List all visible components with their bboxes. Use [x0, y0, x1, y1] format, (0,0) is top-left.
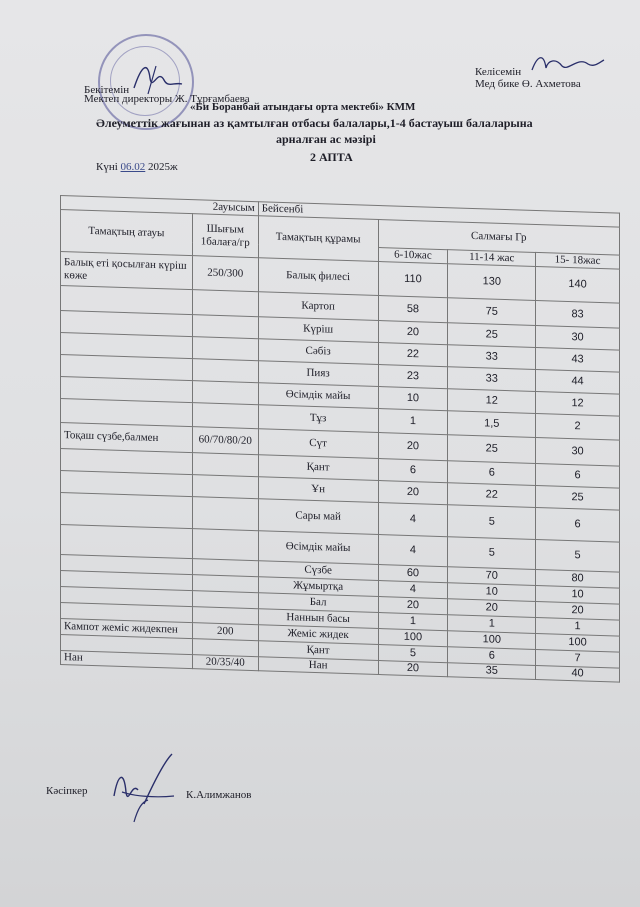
weight-11-14-cell: 25 [448, 323, 536, 348]
dish-name-cell: Нан [61, 651, 193, 669]
weight-6-10-cell: 1 [378, 408, 448, 434]
weight-6-10-cell: 20 [378, 480, 448, 504]
weight-11-14-cell: 10 [448, 583, 536, 602]
yield-cell [192, 337, 258, 361]
age-11-14: 11-14 жас [448, 250, 536, 267]
ingredient-cell: Картоп [258, 292, 378, 321]
weight-15-18-cell: 7 [536, 649, 620, 668]
age-15-18: 15- 18жас [536, 252, 620, 269]
ingredient-cell: Тұз [258, 405, 378, 433]
weight-11-14-cell: 20 [448, 599, 536, 618]
nurse-signature [528, 50, 606, 78]
weight-11-14-cell: 130 [448, 264, 536, 301]
weight-15-18-cell: 30 [536, 437, 620, 466]
weight-11-14-cell: 1 [448, 615, 536, 634]
weight-6-10-cell: 22 [378, 342, 448, 366]
weight-6-10-cell: 5 [378, 644, 448, 662]
weight-11-14-cell: 6 [448, 461, 536, 486]
school-name: «Би Боранбай атындағы орта мектебі» КММ [190, 101, 416, 113]
weight-6-10-cell: 60 [378, 564, 448, 582]
weight-6-10-cell: 4 [378, 580, 448, 598]
ingredient-cell: Наннын басы [258, 609, 378, 629]
ingredient-cell: Қант [258, 455, 378, 481]
ingredient-cell: Сүт [258, 429, 378, 459]
yield-cell [192, 315, 258, 339]
weight-15-18-cell: 40 [536, 665, 620, 682]
weight-11-14-cell: 75 [448, 298, 536, 326]
weight-15-18-cell: 44 [536, 369, 620, 394]
yield-cell: 200 [192, 623, 258, 641]
ingredient-cell: Күріш [258, 317, 378, 343]
col-weight: Салмағы Гр [378, 219, 620, 255]
weight-6-10-cell: 4 [378, 502, 448, 536]
ingredient-cell: Ұн [258, 477, 378, 503]
weight-6-10-cell: 10 [378, 386, 448, 410]
ingredient-cell: Жеміс жидек [258, 625, 378, 645]
yield-cell: 250/300 [192, 256, 258, 292]
date-line [96, 161, 178, 173]
weight-11-14-cell: 6 [448, 647, 536, 666]
weight-11-14-cell: 33 [448, 345, 536, 370]
yield-cell [192, 497, 258, 531]
date-prefix: Күні [96, 161, 118, 173]
weight-6-10-cell: 20 [378, 320, 448, 344]
weight-6-10-cell: 1 [378, 612, 448, 630]
weight-15-18-cell: 5 [536, 539, 620, 572]
yield-cell [192, 475, 258, 499]
weight-11-14-cell: 12 [448, 389, 536, 414]
weight-6-10-cell: 6 [378, 458, 448, 482]
weight-15-18-cell: 10 [536, 585, 620, 604]
weight-11-14-cell: 33 [448, 367, 536, 392]
ingredient-cell: Жұмыртқа [258, 577, 378, 597]
yield-cell [192, 529, 258, 561]
weight-11-14-cell: 5 [448, 505, 536, 540]
weight-6-10-cell: 100 [378, 628, 448, 646]
weight-15-18-cell: 12 [536, 391, 620, 416]
weight-11-14-cell: 35 [448, 663, 536, 680]
shift-label: 2ауысым [61, 196, 259, 216]
age-6-10: 6-10жас [378, 247, 448, 263]
director-line: Мектеп директоры Ж. Тұрғамбаева [84, 93, 250, 105]
weight-6-10-cell: 20 [378, 432, 448, 460]
ingredient-cell: Бал [258, 593, 378, 613]
weight-6-10-cell: 58 [378, 295, 448, 322]
weight-15-18-cell: 30 [536, 325, 620, 350]
dish-name-cell [61, 525, 193, 559]
yield-cell: 20/35/40 [192, 655, 258, 671]
nurse-line: Мед бике Ө. Ахметова [475, 78, 581, 90]
footer-role: Кәсіпкер [46, 785, 88, 797]
approve-right-label: Келісемін [475, 66, 522, 78]
dish-name-cell [61, 493, 193, 529]
ingredient-cell: Сары май [258, 499, 378, 535]
ingredient-cell: Өсімдік майы [258, 531, 378, 565]
director-signature [128, 58, 188, 100]
dish-name-cell: Тоқаш сүзбе,балмен [61, 423, 193, 453]
approve-left-label: Бекітемін [84, 84, 130, 96]
col-composition: Тамақтың құрамы [258, 216, 378, 262]
yield-cell [192, 453, 258, 477]
ingredient-cell: Пияз [258, 361, 378, 387]
date-value: 06.02 [120, 161, 146, 173]
weight-15-18-cell: 80 [536, 569, 620, 588]
col-yield: Шығым 1балаға/гр [192, 214, 258, 258]
weight-11-14-cell: 25 [448, 435, 536, 464]
ingredient-cell: Балық филесі [258, 258, 378, 296]
weight-15-18-cell: 1 [536, 617, 620, 636]
weight-11-14-cell: 100 [448, 631, 536, 650]
entrepreneur-signature [104, 752, 180, 828]
weight-15-18-cell: 83 [536, 300, 620, 328]
ingredient-cell: Нан [258, 657, 378, 675]
col-dish-name: Тамақтың атауы [61, 210, 193, 256]
yield-cell [192, 403, 258, 429]
weight-15-18-cell: 6 [536, 463, 620, 488]
ingredient-cell: Қант [258, 641, 378, 661]
ingredient-cell: Сәбіз [258, 339, 378, 365]
weight-11-14-cell: 70 [448, 567, 536, 586]
menu-title-line2: арналған ас мәзірі [276, 132, 376, 146]
weight-15-18-cell: 140 [536, 266, 620, 303]
weight-15-18-cell: 2 [536, 413, 620, 440]
dish-name-cell: Балық еті қосылған күріш көже [61, 252, 193, 290]
weight-11-14-cell: 22 [448, 483, 536, 508]
ingredient-cell: Өсімдік майы [258, 383, 378, 409]
weight-6-10-cell: 23 [378, 364, 448, 388]
weight-15-18-cell: 43 [536, 347, 620, 372]
ingredient-cell: Сүзбе [258, 561, 378, 581]
weight-11-14-cell: 1,5 [448, 411, 536, 438]
weight-11-14-cell: 5 [448, 537, 536, 570]
day-label: Бейсенбі [258, 202, 619, 227]
yield-cell [192, 290, 258, 317]
yield-cell [192, 381, 258, 405]
yield-cell [192, 359, 258, 383]
yield-cell: 60/70/80/20 [192, 427, 258, 455]
weight-15-18-cell: 100 [536, 633, 620, 652]
weight-6-10-cell: 110 [378, 261, 448, 297]
weight-15-18-cell: 20 [536, 601, 620, 620]
footer-name: К.Алимжанов [186, 789, 252, 801]
date-suffix: 2025ж [148, 161, 178, 173]
weight-6-10-cell: 4 [378, 534, 448, 566]
week-label: 2 АПТА [310, 150, 353, 164]
menu-table [60, 195, 620, 683]
weight-15-18-cell: 6 [536, 507, 620, 542]
menu-title-line1: Әлеуметтік жағынан аз қамтылған отбасы балалары,1-4 бастауыш балаларына [96, 116, 533, 130]
weight-6-10-cell: 20 [378, 596, 448, 614]
weight-6-10-cell: 20 [378, 660, 448, 676]
dish-name-cell: Кампот жеміс жидекпен [61, 619, 193, 639]
weight-15-18-cell: 25 [536, 485, 620, 510]
